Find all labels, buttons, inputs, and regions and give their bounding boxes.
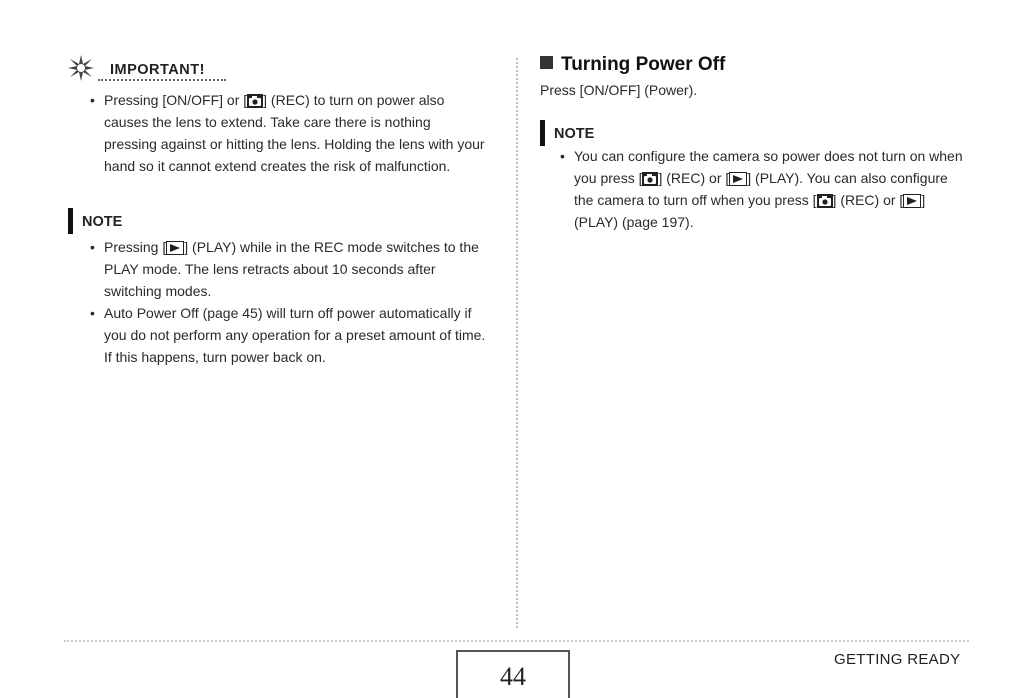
- section-title: [540, 54, 725, 76]
- camera-icon: [247, 94, 263, 108]
- bullet-item: [86, 89, 486, 177]
- note-bullet-list-left: [86, 236, 496, 368]
- bullet-text: Auto Power Off (page 45) will turn off power automatically if you do not perform any operation for a preset amount of time. If this happens, turn power back on.: [104, 305, 486, 365]
- starburst-icon: [68, 55, 94, 81]
- footer-section-name: GETTING READY: [834, 651, 961, 668]
- note-heading-right: [540, 120, 660, 142]
- bullet-text: ] (REC) or [: [832, 192, 904, 208]
- play-icon: [729, 172, 747, 186]
- important-label: IMPORTANT!: [110, 62, 205, 78]
- page-number: 44: [500, 662, 526, 691]
- important-bullet-list: [86, 89, 486, 177]
- note-bullet-list-right: [556, 145, 966, 233]
- important-heading: [68, 55, 228, 81]
- bullet-text: ] (PLAY). You can also configure the camera to turn off when you press [: [574, 170, 948, 208]
- note-bar: [68, 208, 73, 234]
- bullet-item: [556, 145, 966, 233]
- column-divider: [516, 58, 518, 628]
- play-icon: [166, 241, 184, 255]
- section-title-text: Turning Power Off: [561, 54, 726, 75]
- bullet-item: [86, 236, 496, 302]
- bullet-text: ] (PLAY) (page 197).: [574, 192, 926, 230]
- important-underline: [98, 79, 226, 81]
- footer-rule: [64, 640, 969, 642]
- play-icon: [903, 194, 921, 208]
- bullet-text: ] (REC) or [: [658, 170, 730, 186]
- note-label: NOTE: [82, 214, 123, 230]
- page-number-box: [456, 650, 570, 698]
- note-bar: [540, 120, 545, 146]
- camera-icon: [642, 172, 658, 186]
- instruction-text: Press [ON/OFF] (Power).: [540, 82, 698, 98]
- bullet-item: [86, 302, 496, 368]
- note-heading-left: [68, 208, 188, 230]
- bullet-text: You can configure the camera so power does not turn on when you press [: [574, 148, 963, 186]
- camera-icon: [817, 194, 833, 208]
- bullet-text: Pressing [: [104, 239, 167, 255]
- note-label: NOTE: [554, 126, 595, 142]
- bullet-text: ] (REC) to turn on power also causes the lens to extend. Take care there is nothing pressing against or hitting the lens. Holding the lens with your hand so it cannot extend creates the risk of malfunction.: [104, 92, 485, 174]
- section-square-icon: [540, 56, 553, 69]
- bullet-text: ] (PLAY) while in the REC mode switches to the PLAY mode. The lens retracts about 10 seconds after switching modes.: [104, 239, 479, 299]
- bullet-text: Pressing [ON/OFF] or [: [104, 92, 248, 108]
